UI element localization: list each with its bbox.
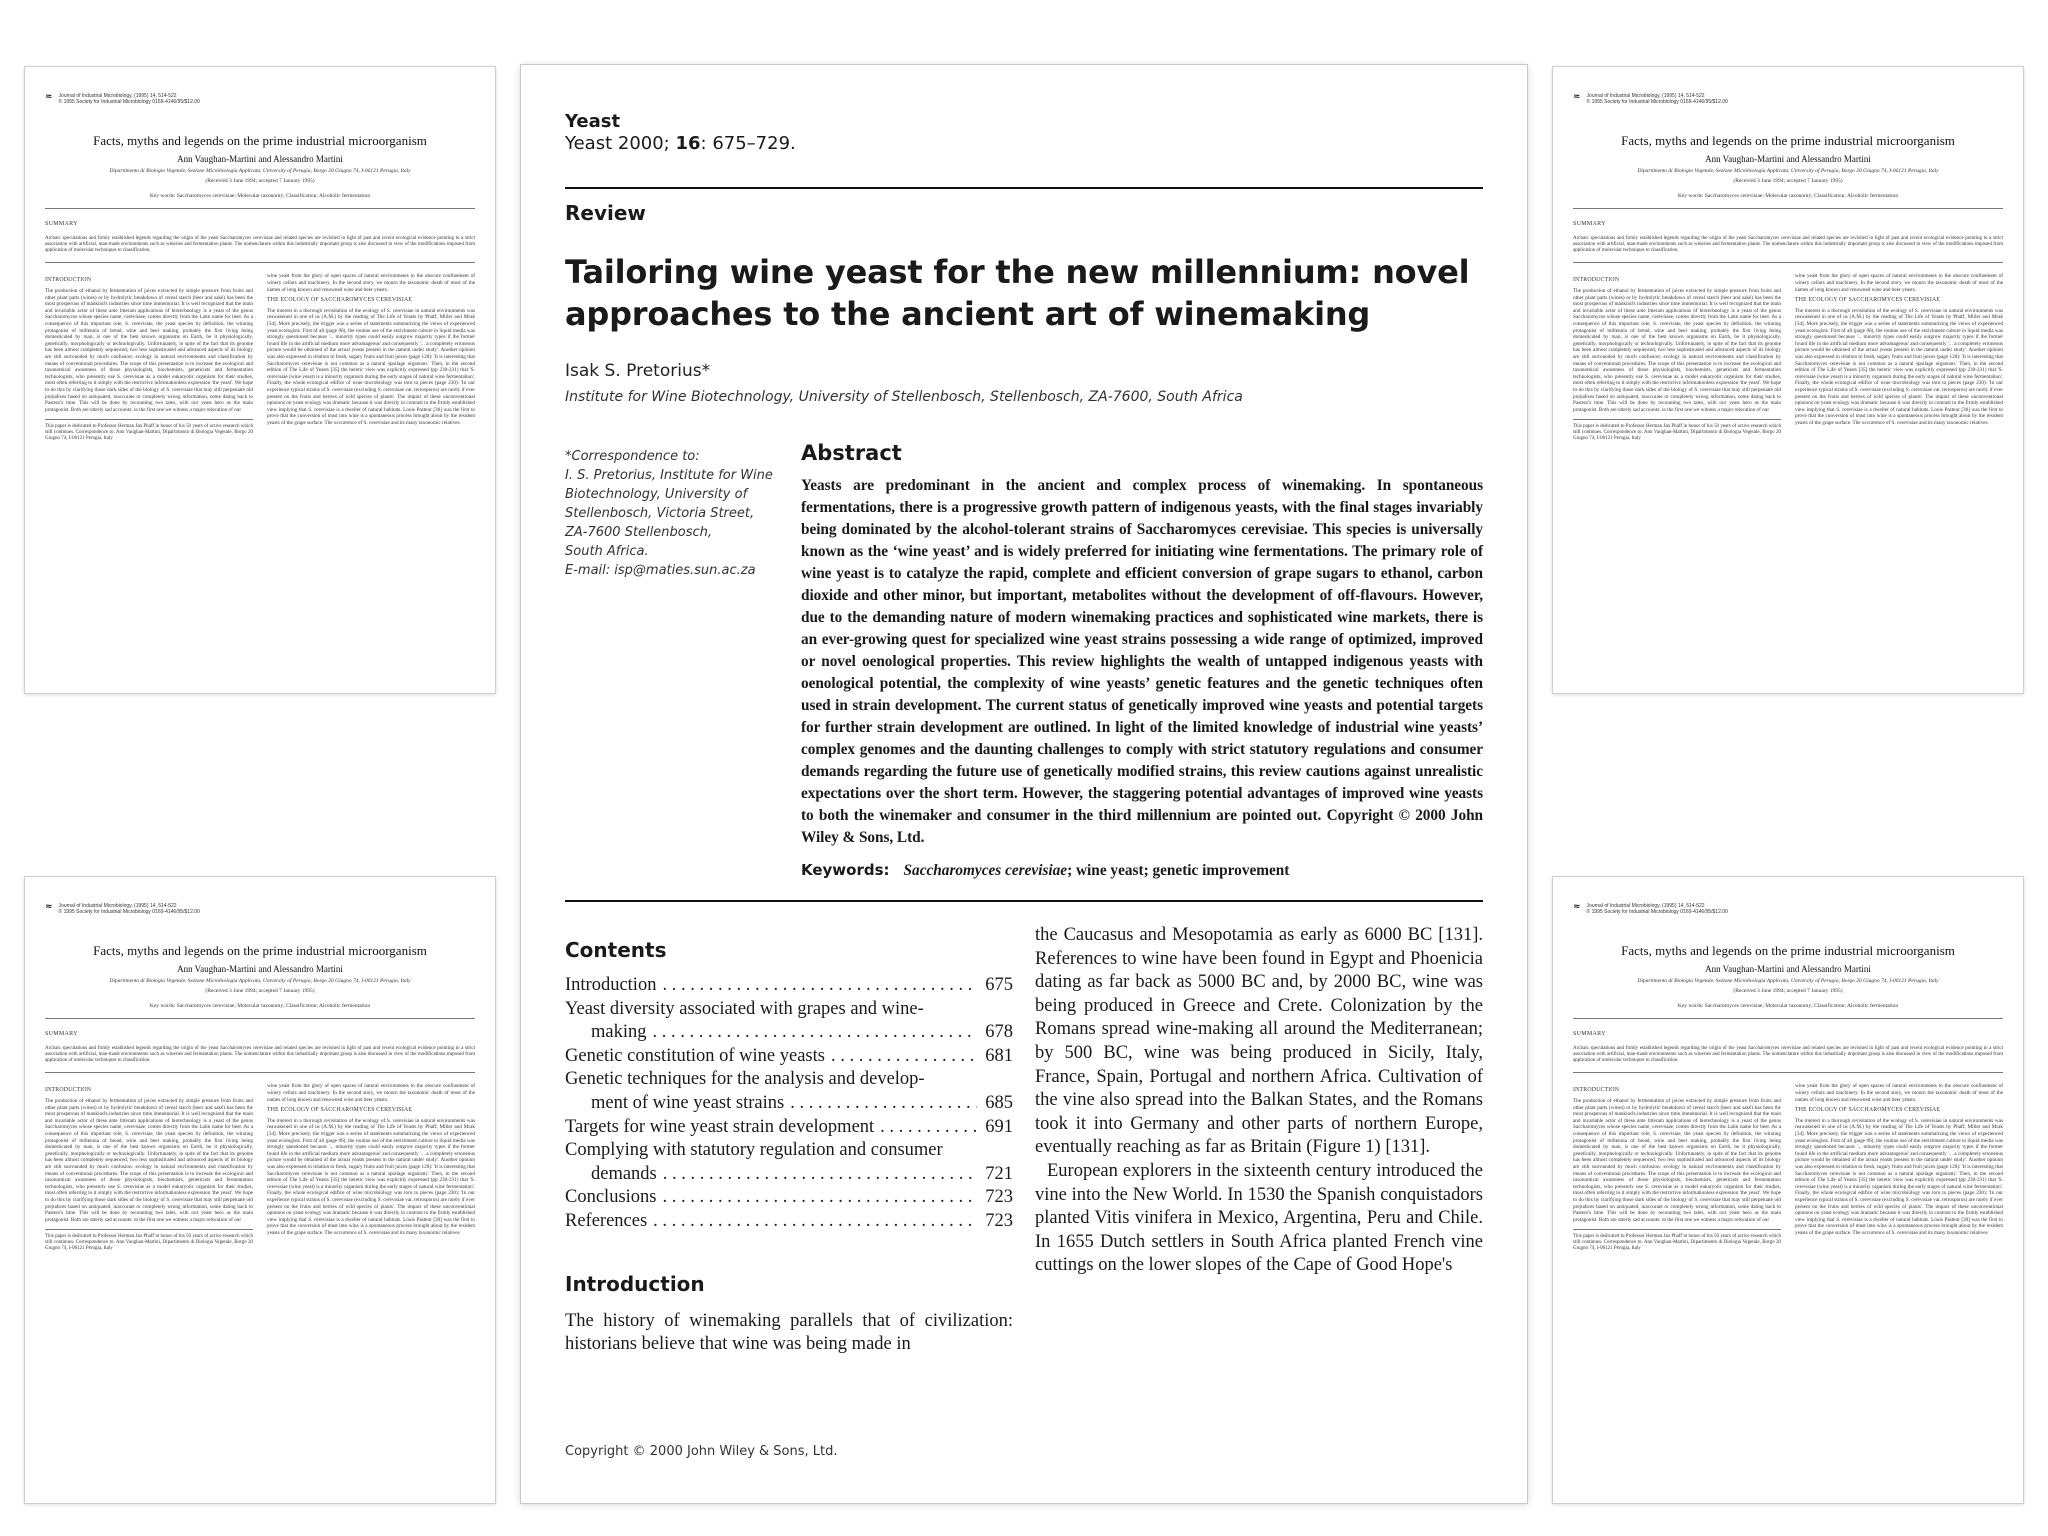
toc-entry[interactable]: References . . . 723	[565, 1210, 1013, 1234]
keywords-species: Saccharomyces cerevisiae	[903, 862, 1068, 879]
thumbnail-title: Facts, myths and legends on the prime industrial microorganism	[93, 133, 427, 148]
thumbnail-col2-text: wine yeast from the glory of open spaces of natural environments to the obscure confinement of winery cellars and machinery. In the second story, we mourn the taxonomic death of most of the names of long known and renowned wine and beer yeasts.	[267, 1083, 475, 1103]
journal-name: Yeast	[565, 111, 621, 132]
journal-logo-icon: ≈	[45, 92, 53, 102]
thumbnail-journal-copyright: © 1995 Society for Industrial Microbiology 0169-4146/95/$12.00	[58, 909, 200, 915]
thumbnail-ecology-text: The interest in a thorough revisitation of the ecology of S. cerevisiae in natural environments was reawakened in one of us (A.M.) by the reading of The Life of Yeasts by Phaff, Miller and Mrak [34]. More precisely, the trigger was a series of statements summarizing the views of experienced yeast ecologists. First of all (page 96), the routine use of the enrichment culture in liquid media was strongly questioned because '... minority types could easily outgrow majority types if the former found life in the artificial medium more advantageous' and consequently '... a completely erroneous picture would be obtained of the actual yeasts present in the natural under study'. Another opinion was also expressed in relation to fresh, sugary fruits and fruit juices (page 128): 'It is interesting that Saccharomyces cerevisiae is not common as a natural spoilage organism.' Then, in the second edition of The Life of Yeasts [35] the heretic view was explicitly expressed (pp 230-231) that 'S. cerevisiae (wine yeast) is a minority organism during the early stages of natural wine fermentation'. Finally, the whole ecological edifice of wine microbiology was torn to pieces (page 230): 'In our experience typical strains of S. cerevisiae (excluding S. cerevisiae var. terrosporus) are rarely if ever present on the fruits and berries of wild species of plants'. The impact of these unconventional opinions on yeast ecology was dramatic because it was directly in contrast to the firmly established view implying that S. cerevisiae is a dweller of natural habitats. Louis Pasteur [30] was the first to prove that the conversion of must into wine is a spontaneous process brought about by the resident yeasts of the grape surface. The occurrence of S. cerevisiae and its many taxonomic relatives	[1795, 307, 2003, 426]
thumbnail-affiliation: Dipartimento di Biologia Vegetale, Sezione Microbiologia Applicata, University of Perugia, Borgo 20 Giugno 74, I-06121 Perugia, Italy	[1637, 978, 1939, 984]
journal-citation-volume: 16	[675, 133, 701, 154]
thumbnail-columns	[45, 1083, 475, 1483]
journal-logo-icon: ≈	[1573, 92, 1581, 102]
thumbnail-intro-heading: INTRODUCTION	[45, 1087, 92, 1094]
thumbnail-page-bottom-right[interactable]	[1552, 876, 2024, 1504]
body-paragraph: European explorers in the sixteenth century introduced the vine into the New World. In 1530 the Spanish conquistadors planted Vitis vinifera in Mexico, Argentina, Peru and Chile. In 1655 Dutch settlers in South Africa planted French vine cuttings on the lower slopes of the Cape of Good Hope's	[1035, 1160, 1483, 1276]
thumbnail-summary: Archaic speculations and firmly established legends regarding the origin of the yeast Saccharomyces cerevisiae and related species are revisited in light of past and recent ecological evidence pointing to a strict association with artificial, man-made environments such as wineries and fermentation plants. The nomenclature within this industrially important group is also discussed in view of the modifications imposed from application of molecular techniques to classification.	[45, 1046, 475, 1073]
abstract-text: Yeasts are predominant in the ancient and complex process of winemaking. In spontaneous fermentations, there is a progressive growth pattern of indigenous yeasts, with the final stages invariably being dominated by the alcohol-tolerant strains of Saccharomyces cerevisiae. This species is universally known as the ‘wine yeast’ and is widely preferred for initiating wine fermentations. The primary role of wine yeast is to catalyze the rapid, complete and efficient conversion of grape sugars to ethanol, carbon dioxide and other minor, but important, metabolites without the development of off-flavours. However, due to the demanding nature of modern winemaking practices and sophisticated wine markets, there is an ever-growing quest for specialized wine yeast strains possessing a wide range of optimized, improved or novel oenological properties. This review highlights the wealth of untapped indigenous yeasts with oenological potential, the complexity of wine yeasts’ genetic features and the genetic techniques often used in strain development. The current status of genetically improved wine yeasts and potential targets for further strain development are outlined. In light of the limited knowledge of industrial wine yeasts’ complex genomes and the daunting challenges to comply with strict statutory regulations and consumer demands regarding the future use of genetically modified strains, this review cautions against unrealistic expectations over the short term. However, the staggering potential advantages of improved wine yeasts to both the winemaker and consumer in the third millennium are pointed out. Copyright © 2000 John Wiley & Sons, Ltd.	[801, 477, 1483, 846]
thumbnail-summary-heading: SUMMARY	[45, 221, 78, 227]
body-columns	[565, 924, 1483, 1357]
thumbnail-ecology-text: The interest in a thorough revisitation of the ecology of S. cerevisiae in natural environments was reawakened in one of us (A.M.) by the reading of The Life of Yeasts by Phaff, Miller and Mrak [34]. More precisely, the trigger was a series of statements summarizing the views of experienced yeast ecologists. First of all (page 96), the routine use of the enrichment culture in liquid media was strongly questioned because '... minority types could easily outgrow majority types if the former found life in the artificial medium more advantageous' and consequently '... a completely erroneous picture would be obtained of the actual yeasts present in the natural under study'. Another opinion was also expressed in relation to fresh, sugary fruits and fruit juices (page 128): 'It is interesting that Saccharomyces cerevisiae is not common as a natural spoilage organism.' Then, in the second edition of The Life of Yeasts [35] the heretic view was explicitly expressed (pp 230-231) that 'S. cerevisiae (wine yeast) is a minority organism during the early stages of natural wine fermentation'. Finally, the whole ecological edifice of wine microbiology was torn to pieces (page 230): 'In our experience typical strains of S. cerevisiae (excluding S. cerevisiae var. terrosporus) are rarely if ever present on the fruits and berries of wild species of plants'. The impact of these unconventional opinions on yeast ecology was dramatic because it was directly in contrast to the firmly established view implying that S. cerevisiae is a dweller of natural habitats. Louis Pasteur [30] was the first to prove that the conversion of must into wine is a spontaneous process brought about by the resident yeasts of the grape surface. The occurrence of S. cerevisiae and its many taxonomic relatives	[1795, 1117, 2003, 1236]
keywords-line	[801, 861, 1483, 880]
thumbnail-columns	[1573, 1083, 2003, 1483]
thumbnail-summary-heading: SUMMARY	[45, 1031, 78, 1037]
thumbnail-summary: Archaic speculations and firmly established legends regarding the origin of the yeast Saccharomyces cerevisiae and related species are revisited in light of past and recent ecological evidence pointing to a strict association with artificial, man-made environments such as wineries and fermentation plants. The nomenclature within this industrially important group is also discussed in view of the modifications imposed from application of molecular techniques to classification.	[1573, 1046, 2003, 1073]
toc-entry[interactable]: Genetic constitution of wine yeasts . . . 681	[565, 1045, 1013, 1069]
thumbnail-received: (Received 3 June 1994; accepted 7 January 1995)	[205, 988, 315, 994]
thumbnail-affiliation: Dipartimento di Biologia Vegetale, Sezione Microbiologia Applicata, University of Perugia, Borgo 20 Giugno 74, I-06121 Perugia, Italy	[109, 978, 411, 984]
thumbnail-columns	[1573, 273, 2003, 673]
keywords-rest: ; wine yeast; genetic improvement	[1067, 862, 1290, 879]
introduction-text: The history of winemaking parallels that of civilization: historians believe that wine was being made in	[565, 1310, 1013, 1355]
correspondence-line: *Correspondence to:	[565, 449, 700, 464]
thumbnail-summary: Archaic speculations and firmly established legends regarding the origin of the yeast Saccharomyces cerevisiae and related species are revisited in light of past and recent ecological evidence pointing to a strict association with artificial, man-made environments such as wineries and fermentation plants. The nomenclature within this industrially important group is also discussed in view of the modifications imposed from application of molecular techniques to classification.	[45, 236, 475, 263]
thumbnail-summary-heading: SUMMARY	[1573, 221, 1606, 227]
thumbnail-col2-text: wine yeast from the glory of open spaces of natural environments to the obscure confinement of winery cellars and machinery. In the second story, we mourn the taxonomic death of most of the names of long known and renowned wine and beer yeasts.	[1795, 273, 2003, 293]
correspondence-line: South Africa.	[565, 544, 649, 559]
thumbnail-authors: Ann Vaughan-Martini and Alessandro Martini	[1705, 964, 1871, 974]
thumbnail-ecology-heading: THE ECOLOGY OF SACCHAROMYCES CEREVISIAE	[267, 297, 413, 304]
thumbnail-affiliation: Dipartimento di Biologia Vegetale, Sezione Microbiologia Applicata, University of Perugia, Borgo 20 Giugno 74, I-06121 Perugia, Italy	[1637, 168, 1939, 174]
toc-entry[interactable]: Yeast diversity associated with grapes and wine- making . . . 678	[565, 998, 1013, 1045]
thumbnail-ecology-text: The interest in a thorough revisitation of the ecology of S. cerevisiae in natural environments was reawakened in one of us (A.M.) by the reading of The Life of Yeasts by Phaff, Miller and Mrak [34]. More precisely, the trigger was a series of statements summarizing the views of experienced yeast ecologists. First of all (page 96), the routine use of the enrichment culture in liquid media was strongly questioned because '... minority types could easily outgrow majority types if the former found life in the artificial medium more advantageous' and consequently '... a completely erroneous picture would be obtained of the actual yeasts present in the natural under study'. Another opinion was also expressed in relation to fresh, sugary fruits and fruit juices (page 128): 'It is interesting that Saccharomyces cerevisiae is not common as a natural spoilage organism.' Then, in the second edition of The Life of Yeasts [35] the heretic view was explicitly expressed (pp 230-231) that 'S. cerevisiae (wine yeast) is a minority organism during the early stages of natural wine fermentation'. Finally, the whole ecological edifice of wine microbiology was torn to pieces (page 230): 'In our experience typical strains of S. cerevisiae (excluding S. cerevisiae var. terrosporus) are rarely if ever present on the fruits and berries of wild species of plants'. The impact of these unconventional opinions on yeast ecology was dramatic because it was directly in contrast to the firmly established view implying that S. cerevisiae is a dweller of natural habitats. Louis Pasteur [30] was the first to prove that the conversion of must into wine is a spontaneous process brought about by the resident yeasts of the grape surface. The occurrence of S. cerevisiae and its many taxonomic relatives	[267, 1117, 475, 1236]
thumbnail-title: Facts, myths and legends on the prime industrial microorganism	[1621, 943, 1955, 958]
thumbnail-intro-heading: INTRODUCTION	[1573, 277, 1620, 284]
body-paragraph: the Caucasus and Mesopotamia as early as 6000 BC [131]. References to wine have been found in Egypt and Phoenicia dating as far back as 5000 BC and, by 2000 BC, wine was being produced in Greece and Crete. Colonization by the Romans spread wine-making all around the Mediterranean; by 500 BC, wine was being produced in Sicily, Italy, France, Spain, Portugal and northern Africa. Cultivation of the vine also spread into the Balkan States, and the Romans took it into Germany and other parts of northern Europe, eventually reaching as far as Britain (Figure 1) [131].	[1035, 925, 1483, 1158]
thumbnail-column-right	[1795, 273, 2003, 673]
thumbnail-authors: Ann Vaughan-Martini and Alessandro Martini	[177, 154, 343, 164]
thumbnail-summary-heading: SUMMARY	[1573, 1031, 1606, 1037]
toc-entry[interactable]: Genetic techniques for the analysis and develop- ment of wine yeast strains . . . 685	[565, 1068, 1013, 1115]
abstract-block	[801, 441, 1483, 880]
thumbnail-ecology-heading: THE ECOLOGY OF SACCHAROMYCES CEREVISIAE	[1795, 1107, 1941, 1114]
thumbnail-intro-heading: INTRODUCTION	[45, 277, 92, 284]
thumbnail-intro-text: The production of ethanol by fermentation of juices extracted by simple pressure from fruits and other plant parts (wines) or by hydrolytic breakdown of cereal starch (beer and saké) has been the most prosperous of mankind's industries since time immemorial. It is well recognized that the main and invariable actor of these ante litteram applications of biotechnology is a yeast of the genus Saccharomyces whose species name, cerevisiae, comes directly from the Latin name for beer. As a consequence of this important role, S. cerevisiae, the yeast species by definition, the winning protagonist of millennia of bread, wine and beer making, probably the first living being domesticated by man, is one of the best known organisms on Earth, be it physiologically, genetically, morphologically or technologically. Unfortunately, in spite of the fact that its genome has been almost completely sequenced, two less sophisticated and advanced aspects of its biology are still surrounded by much confusion: ecology in natural environments and classification by means of conventional procedures. The scope of this presentation is to increase the ecological and taxonomical awareness of those physiologists, biochemists, geneticists and fermentation technologists, who presently use S. cerevisiae as a model eukaryotic organism for their studies, most often referring to it simply with the restrictive informationless expression 'the yeast'. We hope to do this by clarifying those dark sides of the biology of S. cerevisiae that may still perpetuate old prejudices based on antiquated, inaccurate or completely wrong information, some dating back to Pasteur's time. This will be done by recounting two tales, with our yeast hero as the main protagonist. Both are utterly sad accounts: in the first one we witness a major relocation of our	[1573, 1098, 1781, 1223]
left-column	[565, 924, 1013, 1357]
correspondence-line: I. S. Pretorius, Institute for Wine	[565, 468, 773, 483]
thumbnail-column-left	[1573, 1083, 1781, 1483]
thumbnail-journal-header	[45, 903, 475, 915]
correspondence-line: Biotechnology, University of	[565, 487, 748, 502]
thumbnail-journal-header	[1573, 903, 2003, 915]
journal-citation	[565, 133, 1483, 155]
toc-entry[interactable]: Targets for wine yeast strain development . . . 691	[565, 1116, 1013, 1140]
thumbnail-affiliation: Dipartimento di Biologia Vegetale, Sezione Microbiologia Applicata, University of Perugia, Borgo 20 Giugno 74, I-06121 Perugia, Italy	[109, 168, 411, 174]
thumbnail-journal-header	[45, 93, 475, 105]
thumbnail-received: (Received 3 June 1994; accepted 7 January 1995)	[1733, 988, 1843, 994]
table-of-contents	[565, 974, 1013, 1234]
thumbnail-intro-text: The production of ethanol by fermentation of juices extracted by simple pressure from fruits and other plant parts (wines) or by hydrolytic breakdown of cereal starch (beer and saké) has been the most prosperous of mankind's industries since time immemorial. It is well recognized that the main and invariable actor of these ante litteram applications of biotechnology is a yeast of the genus Saccharomyces whose species name, cerevisiae, comes directly from the Latin name for beer. As a consequence of this important role, S. cerevisiae, the yeast species by definition, the winning protagonist of millennia of bread, wine and beer making, probably the first living being domesticated by man, is one of the best known organisms on Earth, be it physiologically, genetically, morphologically or technologically. Unfortunately, in spite of the fact that its genome has been almost completely sequenced, two less sophisticated and advanced aspects of its biology are still surrounded by much confusion: ecology in natural environments and classification by means of conventional procedures. The scope of this presentation is to increase the ecological and taxonomical awareness of those physiologists, biochemists, geneticists and fermentation technologists, who presently use S. cerevisiae as a model eukaryotic organism for their studies, most often referring to it simply with the restrictive informationless expression 'the yeast'. We hope to do this by clarifying those dark sides of the biology of S. cerevisiae that may still perpetuate old prejudices based on antiquated, inaccurate or completely wrong information, some dating back to Pasteur's time. This will be done by recounting two tales, with our yeast hero as the main protagonist. Both are utterly sad accounts: in the first one we witness a major relocation of our	[45, 288, 253, 413]
thumbnail-ecology-heading: THE ECOLOGY OF SACCHAROMYCES CEREVISIAE	[267, 1107, 413, 1114]
thumbnail-journal-line: Journal of Industrial Microbiology, (1995) 14, 514-522	[1586, 93, 1705, 99]
keywords-label: Keywords:	[801, 861, 890, 879]
abstract-section	[565, 441, 1483, 880]
thumbnail-journal-copyright: © 1995 Society for Industrial Microbiology 0169-4146/95/$12.00	[1586, 909, 1728, 915]
thumbnail-summary: Archaic speculations and firmly established legends regarding the origin of the yeast Saccharomyces cerevisiae and related species are revisited in light of past and recent ecological evidence pointing to a strict association with artificial, man-made environments such as wineries and fermentation plants. The nomenclature within this industrially important group is also discussed in view of the modifications imposed from application of molecular techniques to classification.	[1573, 236, 2003, 263]
thumbnail-keywords: Key words: Saccharomyces cerevisiae; Molecular taxonomy; Classification; Alcoholic fermentation	[45, 193, 475, 209]
thumbnail-column-left	[1573, 273, 1781, 673]
thumbnail-columns	[45, 273, 475, 673]
thumbnail-authors: Ann Vaughan-Martini and Alessandro Martini	[177, 964, 343, 974]
thumbnail-intro-heading: INTRODUCTION	[1573, 1087, 1620, 1094]
thumbnail-page-bottom-left[interactable]	[24, 876, 496, 1504]
toc-entry[interactable]: Conclusions . . . 723	[565, 1186, 1013, 1210]
thumbnail-footnote: This paper is dedicated to Professor Herman Jan Phaff in honor of his 50 years of active research which still continues. Correspondence to: Ann Vaughan-Martini, Dipartimento di Biologia Vegetale, Borgo 20 Giugno 74, I-06121 Perugia, Italy	[1573, 1229, 1781, 1252]
thumbnail-column-left	[45, 1083, 253, 1483]
copyright-footer: Copyright © 2000 John Wiley & Sons, Ltd.	[565, 1444, 838, 1459]
contents-heading: Contents	[565, 938, 667, 962]
thumbnail-title: Facts, myths and legends on the prime industrial microorganism	[93, 943, 427, 958]
correspondence-email[interactable]: E-mail: isp@maties.sun.ac.za	[565, 563, 756, 578]
thumbnail-col2-text: wine yeast from the glory of open spaces of natural environments to the obscure confinement of winery cellars and machinery. In the second story, we mourn the taxonomic death of most of the names of long known and renowned wine and beer yeasts.	[1795, 1083, 2003, 1103]
toc-entry[interactable]: Complying with statutory regulation and consumer demands . . . 721	[565, 1139, 1013, 1186]
article-affiliation: Institute for Wine Biotechnology, University of Stellenbosch, Stellenbosch, ZA-7600, South Africa	[565, 389, 1243, 405]
thumbnail-column-right	[1795, 1083, 2003, 1483]
article-author: Isak S. Pretorius*	[565, 361, 711, 381]
thumbnail-journal-copyright: © 1995 Society for Industrial Microbiology 0169-4146/95/$12.00	[58, 99, 200, 105]
correspondence-block	[565, 441, 801, 880]
thumbnail-journal-line: Journal of Industrial Microbiology, (1995) 14, 514-522	[58, 903, 177, 909]
thumbnail-keywords: Key words: Saccharomyces cerevisiae; Molecular taxonomy; Classification; Alcoholic fermentation	[1573, 193, 2003, 209]
journal-citation-prefix: Yeast 2000;	[565, 133, 676, 154]
thumbnail-intro-text: The production of ethanol by fermentation of juices extracted by simple pressure from fruits and other plant parts (wines) or by hydrolytic breakdown of cereal starch (beer and saké) has been the most prosperous of mankind's industries since time immemorial. It is well recognized that the main and invariable actor of these ante litteram applications of biotechnology is a yeast of the genus Saccharomyces whose species name, cerevisiae, comes directly from the Latin name for beer. As a consequence of this important role, S. cerevisiae, the yeast species by definition, the winning protagonist of millennia of bread, wine and beer making, probably the first living being domesticated by man, is one of the best known organisms on Earth, be it physiologically, genetically, morphologically or technologically. Unfortunately, in spite of the fact that its genome has been almost completely sequenced, two less sophisticated and advanced aspects of its biology are still surrounded by much confusion: ecology in natural environments and classification by means of conventional procedures. The scope of this presentation is to increase the ecological and taxonomical awareness of those physiologists, biochemists, geneticists and fermentation technologists, who presently use S. cerevisiae as a model eukaryotic organism for their studies, most often referring to it simply with the restrictive informationless expression 'the yeast'. We hope to do this by clarifying those dark sides of the biology of S. cerevisiae that may still perpetuate old prejudices based on antiquated, inaccurate or completely wrong information, some dating back to Pasteur's time. This will be done by recounting two tales, with our yeast hero as the main protagonist. Both are utterly sad accounts: in the first one we witness a major relocation of our	[45, 1098, 253, 1223]
right-column	[1035, 924, 1483, 1357]
thumbnail-footnote: This paper is dedicated to Professor Herman Jan Phaff in honor of his 50 years of active research which still continues. Correspondence to: Ann Vaughan-Martini, Dipartimento di Biologia Vegetale, Borgo 20 Giugno 74, I-06121 Perugia, Italy	[45, 419, 253, 442]
thumbnail-column-left	[45, 273, 253, 673]
thumbnail-journal-line: Journal of Industrial Microbiology, (1995) 14, 514-522	[58, 93, 177, 99]
toc-entry[interactable]: Introduction . . . 675	[565, 974, 1013, 998]
correspondence-line: ZA-7600 Stellenbosch,	[565, 525, 713, 540]
section-label: Review	[565, 201, 646, 225]
thumbnail-ecology-heading: THE ECOLOGY OF SACCHAROMYCES CEREVISIAE	[1795, 297, 1941, 304]
thumbnail-column-right	[267, 1083, 475, 1483]
thumbnail-journal-copyright: © 1995 Society for Industrial Microbiology 0169-4146/95/$12.00	[1586, 99, 1728, 105]
journal-logo-icon: ≈	[1573, 902, 1581, 912]
thumbnail-keywords: Key words: Saccharomyces cerevisiae; Molecular taxonomy; Classification; Alcoholic fermentation	[1573, 1003, 2003, 1019]
thumbnail-ecology-text: The interest in a thorough revisitation of the ecology of S. cerevisiae in natural environments was reawakened in one of us (A.M.) by the reading of The Life of Yeasts by Phaff, Miller and Mrak [34]. More precisely, the trigger was a series of statements summarizing the views of experienced yeast ecologists. First of all (page 96), the routine use of the enrichment culture in liquid media was strongly questioned because '... minority types could easily outgrow majority types if the former found life in the artificial medium more advantageous' and consequently '... a completely erroneous picture would be obtained of the actual yeasts present in the natural under study'. Another opinion was also expressed in relation to fresh, sugary fruits and fruit juices (page 128): 'It is interesting that Saccharomyces cerevisiae is not common as a natural spoilage organism.' Then, in the second edition of The Life of Yeasts [35] the heretic view was explicitly expressed (pp 230-231) that 'S. cerevisiae (wine yeast) is a minority organism during the early stages of natural wine fermentation'. Finally, the whole ecological edifice of wine microbiology was torn to pieces (page 230): 'In our experience typical strains of S. cerevisiae (excluding S. cerevisiae var. terrosporus) are rarely if ever present on the fruits and berries of wild species of plants'. The impact of these unconventional opinions on yeast ecology was dramatic because it was directly in contrast to the firmly established view implying that S. cerevisiae is a dweller of natural habitats. Louis Pasteur [30] was the first to prove that the conversion of must into wine is a spontaneous process brought about by the resident yeasts of the grape surface. The occurrence of S. cerevisiae and its many taxonomic relatives	[267, 307, 475, 426]
thumbnail-received: (Received 3 June 1994; accepted 7 January 1995)	[1733, 178, 1843, 184]
thumbnail-page-top-right[interactable]	[1552, 66, 2024, 694]
abstract-rule	[565, 900, 1483, 902]
article-title: Tailoring wine yeast for the new millennium: novel approaches to the ancient art of winemaking	[565, 253, 1470, 333]
main-article-page[interactable]	[520, 64, 1528, 1504]
thumbnail-title: Facts, myths and legends on the prime industrial microorganism	[1621, 133, 1955, 148]
thumbnail-journal-line: Journal of Industrial Microbiology, (1995) 14, 514-522	[1586, 903, 1705, 909]
abstract-heading: Abstract	[801, 441, 902, 465]
thumbnail-keywords: Key words: Saccharomyces cerevisiae; Molecular taxonomy; Classification; Alcoholic fermentation	[45, 1003, 475, 1019]
thumbnail-footnote: This paper is dedicated to Professor Herman Jan Phaff in honor of his 50 years of active research which still continues. Correspondence to: Ann Vaughan-Martini, Dipartimento di Biologia Vegetale, Borgo 20 Giugno 74, I-06121 Perugia, Italy	[45, 1229, 253, 1252]
thumbnail-footnote: This paper is dedicated to Professor Herman Jan Phaff in honor of his 50 years of active research which still continues. Correspondence to: Ann Vaughan-Martini, Dipartimento di Biologia Vegetale, Borgo 20 Giugno 74, I-06121 Perugia, Italy	[1573, 419, 1781, 442]
correspondence-line: Stellenbosch, Victoria Street,	[565, 506, 755, 521]
header-rule	[565, 187, 1483, 189]
thumbnail-journal-header	[1573, 93, 2003, 105]
journal-logo-icon: ≈	[45, 902, 53, 912]
thumbnail-page-top-left[interactable]	[24, 66, 496, 694]
thumbnail-column-right	[267, 273, 475, 673]
introduction-heading: Introduction	[565, 1271, 705, 1296]
thumbnail-authors: Ann Vaughan-Martini and Alessandro Martini	[1705, 154, 1871, 164]
thumbnail-intro-text: The production of ethanol by fermentation of juices extracted by simple pressure from fruits and other plant parts (wines) or by hydrolytic breakdown of cereal starch (beer and saké) has been the most prosperous of mankind's industries since time immemorial. It is well recognized that the main and invariable actor of these ante litteram applications of biotechnology is a yeast of the genus Saccharomyces whose species name, cerevisiae, comes directly from the Latin name for beer. As a consequence of this important role, S. cerevisiae, the yeast species by definition, the winning protagonist of millennia of bread, wine and beer making, probably the first living being domesticated by man, is one of the best known organisms on Earth, be it physiologically, genetically, morphologically or technologically. Unfortunately, in spite of the fact that its genome has been almost completely sequenced, two less sophisticated and advanced aspects of its biology are still surrounded by much confusion: ecology in natural environments and classification by means of conventional procedures. The scope of this presentation is to increase the ecological and taxonomical awareness of those physiologists, biochemists, geneticists and fermentation technologists, who presently use S. cerevisiae as a model eukaryotic organism for their studies, most often referring to it simply with the restrictive informationless expression 'the yeast'. We hope to do this by clarifying those dark sides of the biology of S. cerevisiae that may still perpetuate old prejudices based on antiquated, inaccurate or completely wrong information, some dating back to Pasteur's time. This will be done by recounting two tales, with our yeast hero as the main protagonist. Both are utterly sad accounts: in the first one we witness a major relocation of our	[1573, 288, 1781, 413]
thumbnail-col2-text: wine yeast from the glory of open spaces of natural environments to the obscure confinement of winery cellars and machinery. In the second story, we mourn the taxonomic death of most of the names of long known and renowned wine and beer yeasts.	[267, 273, 475, 293]
journal-citation-pages: : 675–729.	[700, 133, 796, 154]
thumbnail-received: (Received 3 June 1994; accepted 7 January 1995)	[205, 178, 315, 184]
